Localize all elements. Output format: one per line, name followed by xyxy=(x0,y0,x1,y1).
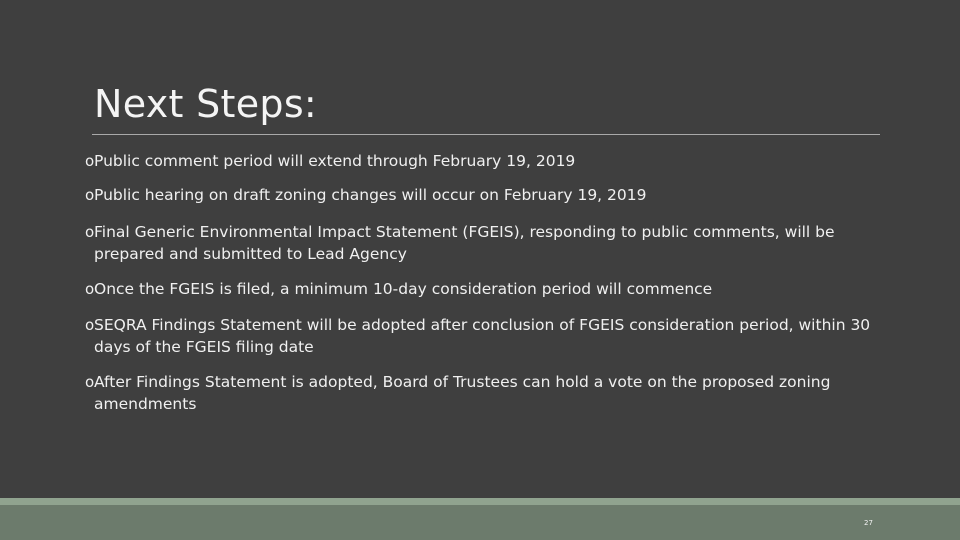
bullet-item xyxy=(86,314,886,358)
bullet-marker-icon: o xyxy=(85,186,95,204)
bullet-item xyxy=(86,371,886,415)
bullet-marker-icon: o xyxy=(85,223,95,241)
bullet-marker-icon: o xyxy=(85,316,95,334)
bullet-text: Final Generic Environmental Impact Statement (FGEIS), responding to public comments, will be prepared and submitted to Lead Agency xyxy=(94,223,835,263)
bullet-marker-icon: o xyxy=(85,373,95,391)
bullet-item xyxy=(86,184,646,206)
bullet-item xyxy=(86,221,886,265)
bullet-item xyxy=(86,278,712,300)
bullet-text: Public comment period will extend through February 19, 2019 xyxy=(94,152,576,170)
bullet-marker-icon: o xyxy=(85,280,95,298)
bullet-text: After Findings Statement is adopted, Board of Trustees can hold a vote on the proposed zoning amendments xyxy=(94,373,831,413)
bullet-text: Once the FGEIS is filed, a minimum 10-day consideration period will commence xyxy=(94,280,713,298)
footer-accent-stripe xyxy=(0,498,960,505)
footer-band xyxy=(0,505,960,540)
bullet-text: Public hearing on draft zoning changes will occur on February 19, 2019 xyxy=(94,186,647,204)
page-number: 27 xyxy=(864,519,873,527)
bullet-marker-icon: o xyxy=(85,152,95,170)
title-divider xyxy=(92,134,880,135)
slide-title: Next Steps: xyxy=(94,82,318,126)
bullet-item xyxy=(86,150,575,172)
bullet-text: SEQRA Findings Statement will be adopted after conclusion of FGEIS consideration period, within 30 days of the FGEIS filing date xyxy=(94,316,871,356)
